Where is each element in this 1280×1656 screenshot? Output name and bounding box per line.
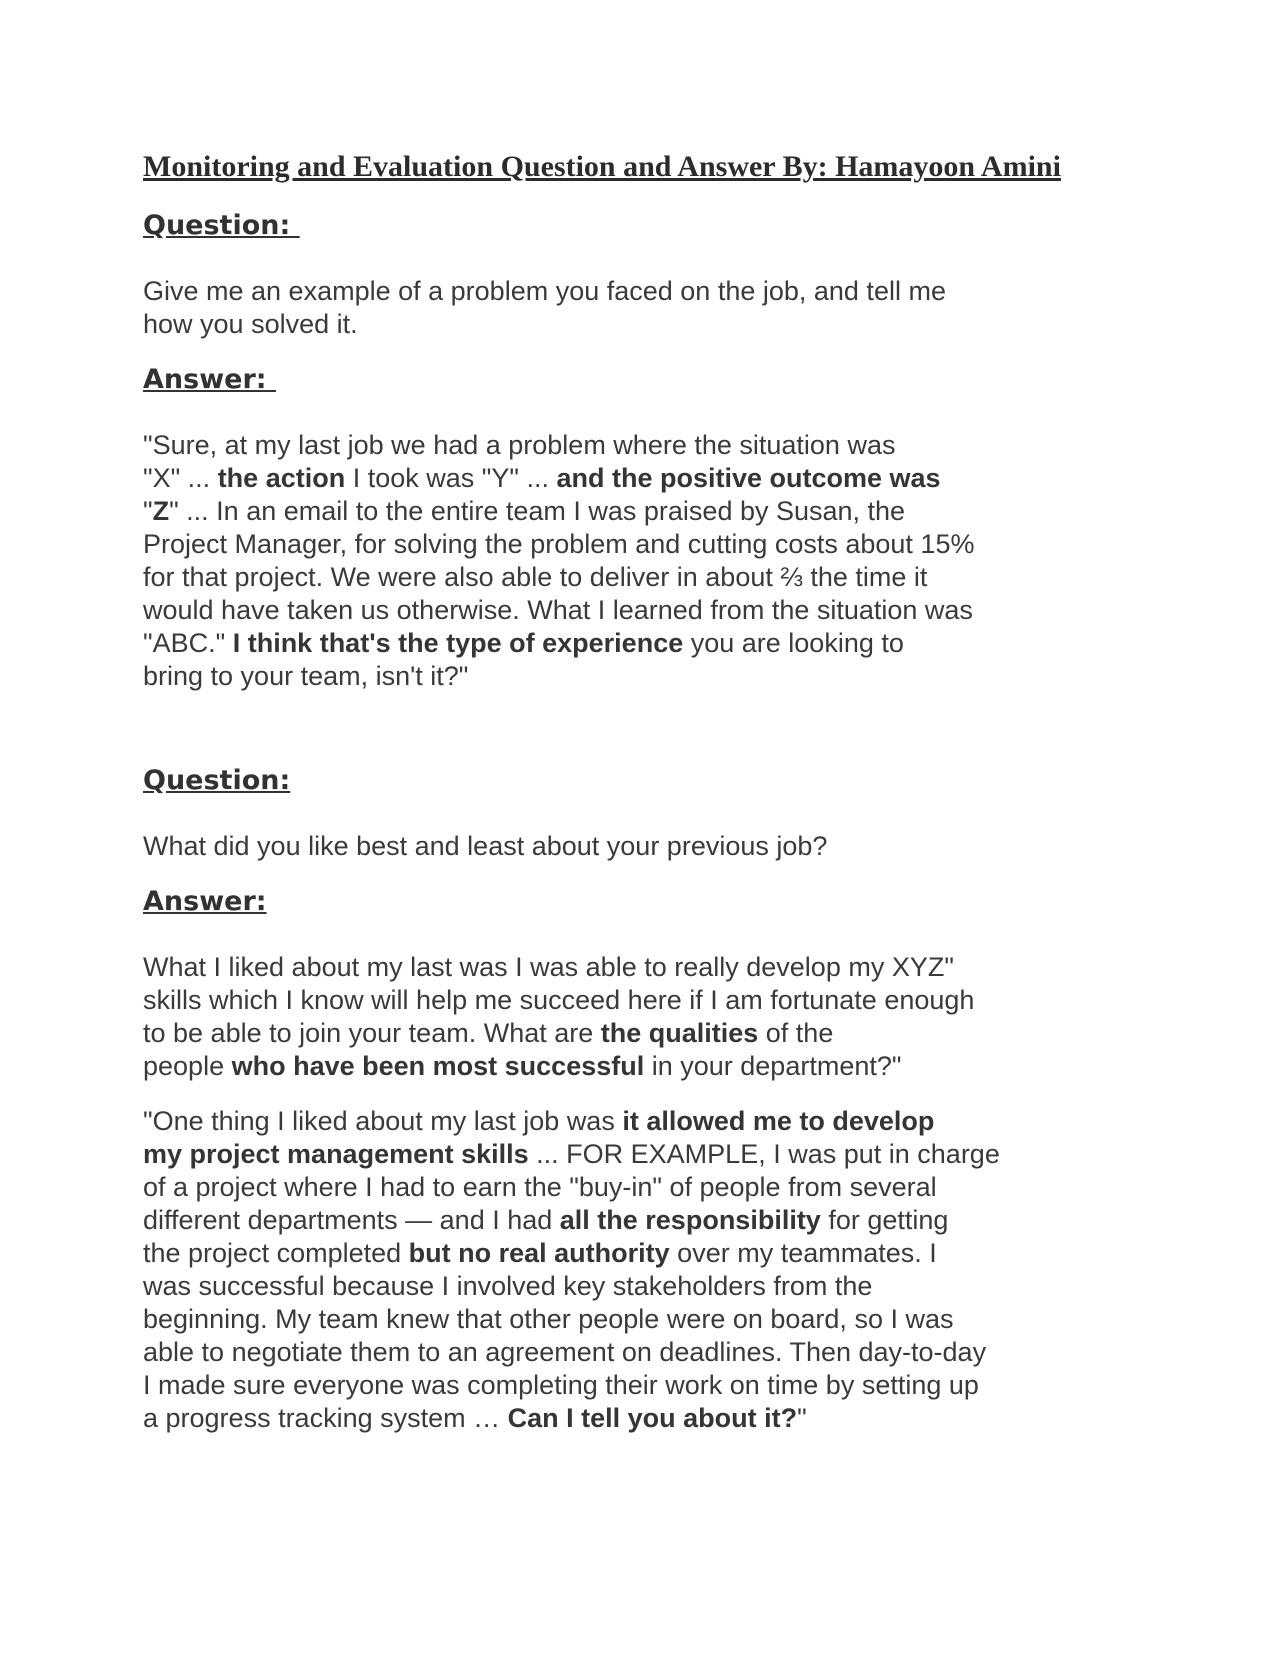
text-run: was successful because I involved key stakeholders from the — [143, 1271, 873, 1301]
text-run: "One thing I liked about my last job was — [143, 1106, 623, 1136]
text-run: "Sure, at my last job we had a problem where the situation was — [143, 430, 896, 460]
text-line — [143, 984, 1153, 1017]
text-line — [143, 1017, 1153, 1050]
bold-text-run: who have been most successful — [231, 1051, 645, 1081]
text-line — [143, 1303, 1153, 1336]
document-title-text: Monitoring and Evaluation Question and Answer By: Hamayoon Amini — [143, 150, 1061, 183]
text-line — [143, 1237, 1153, 1270]
question-2-heading — [143, 764, 1153, 797]
qa-section-1 — [143, 209, 1153, 693]
text-line — [143, 594, 1153, 627]
bold-text-run: all the responsibility — [559, 1205, 821, 1235]
text-run: What I liked about my last was I was able to really develop my XYZ" — [143, 952, 954, 982]
answer-2-heading-text: Answer: — [143, 886, 267, 917]
text-line — [143, 627, 1153, 660]
text-line — [143, 275, 1153, 308]
question-1-heading-text: Question: — [143, 210, 300, 241]
text-line — [143, 1270, 1153, 1303]
qa-section-2 — [143, 764, 1153, 1435]
bold-text-run: the qualities — [600, 1018, 759, 1048]
text-run: different departments — and I had — [143, 1205, 560, 1235]
bold-text-run: my project management skills — [143, 1139, 529, 1169]
text-run: " — [797, 1403, 807, 1433]
bold-text-run: it allowed me to develop — [622, 1106, 935, 1136]
text-run: " ... In an email to the entire team I was praised by Susan, the — [169, 496, 906, 526]
question-1-heading — [143, 209, 1153, 242]
text-line — [143, 308, 1153, 341]
answer-1-heading — [143, 363, 1153, 396]
text-run: ... FOR EXAMPLE, I was put in charge — [528, 1139, 1000, 1169]
text-line — [143, 528, 1153, 561]
text-run: Project Manager, for solving the problem and cutting costs about 15% — [143, 529, 975, 559]
text-run: I made sure everyone was completing their work on time by setting up — [143, 1370, 979, 1400]
text-run: bring to your team, isn't it?" — [143, 661, 469, 691]
text-run: beginning. My team knew that other people were on board, so I was — [143, 1304, 954, 1334]
text-line — [143, 495, 1153, 528]
text-run: for that project. We were also able to deliver in about ⅔ the time it — [143, 562, 928, 592]
text-line — [143, 429, 1153, 462]
text-line — [143, 1402, 1153, 1435]
answer-1-paragraph-1 — [143, 429, 1153, 693]
bold-text-run: but no real authority — [408, 1238, 670, 1268]
blank-line — [143, 715, 1153, 764]
text-run: would have taken us otherwise. What I learned from the situation was — [143, 595, 973, 625]
text-run: Give me an example of a problem you faced on the job, and tell me — [143, 276, 946, 306]
answer-2-paragraph-1 — [143, 951, 1153, 1083]
question-2-heading-text: Question: — [143, 765, 291, 796]
text-line — [143, 1105, 1153, 1138]
text-run: I took was "Y" ... — [345, 463, 557, 493]
text-line — [143, 462, 1153, 495]
text-run: over my teammates. I — [669, 1238, 937, 1268]
answer-1-heading-text: Answer: — [143, 364, 276, 395]
text-line — [143, 1171, 1153, 1204]
text-line — [143, 561, 1153, 594]
text-line — [143, 1204, 1153, 1237]
text-run: of a project where I had to earn the "buy-in" of people from several — [143, 1172, 937, 1202]
text-run: you are looking to — [683, 628, 904, 658]
bold-text-run: Can I tell you about it? — [507, 1403, 798, 1433]
text-run: for getting — [820, 1205, 949, 1235]
text-line — [143, 951, 1153, 984]
text-run: skills which I know will help me succeed here if I am fortunate enough — [143, 985, 975, 1015]
text-run: What did you like best and least about your previous job? — [143, 831, 828, 861]
text-line — [143, 1336, 1153, 1369]
text-line — [143, 1050, 1153, 1083]
bold-text-run: Z — [152, 496, 170, 526]
text-line — [143, 660, 1153, 693]
text-run: to be able to join your team. What are — [143, 1018, 601, 1048]
text-run: able to negotiate them to an agreement on deadlines. Then day-to-day — [143, 1337, 987, 1367]
question-1-text — [143, 275, 1153, 341]
bold-text-run: and the positive outcome was — [556, 463, 941, 493]
text-run: the project completed — [143, 1238, 409, 1268]
text-run: in your department?" — [644, 1051, 902, 1081]
question-2-text — [143, 830, 1153, 863]
answer-2-paragraph-2 — [143, 1105, 1153, 1435]
bold-text-run: the action — [217, 463, 346, 493]
text-run: of the — [758, 1018, 834, 1048]
text-run: " — [143, 496, 153, 526]
text-run: how you solved it. — [143, 309, 358, 339]
text-run: "X" ... — [143, 463, 218, 493]
bold-text-run: I think that's the type of experience — [232, 628, 684, 658]
text-line — [143, 1369, 1153, 1402]
answer-2-heading — [143, 885, 1153, 918]
text-run: people — [143, 1051, 232, 1081]
text-line — [143, 1138, 1153, 1171]
text-line — [143, 830, 1153, 863]
document-title — [143, 148, 1153, 186]
text-run: a progress tracking system … — [143, 1403, 508, 1433]
text-run: "ABC." — [143, 628, 233, 658]
